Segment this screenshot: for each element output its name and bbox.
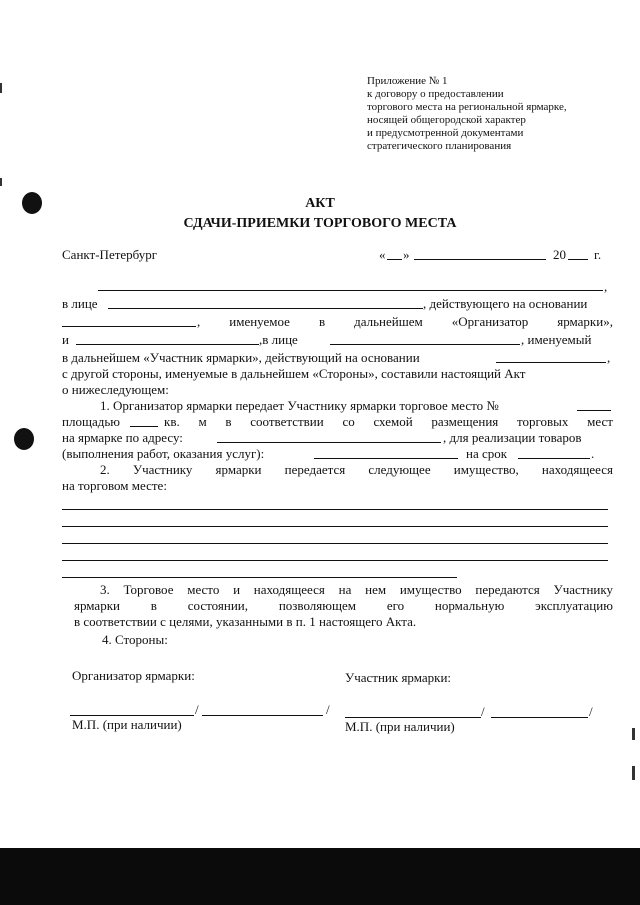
text-word: эксплуатацию [535,598,613,613]
text-word: кв. [164,414,180,429]
organizer-naming-line [197,314,613,329]
basis-1-blank [62,326,196,327]
term-blank [518,458,590,459]
text-word: дальнейшем [354,314,423,329]
clause-1-line-1: 1. Организатор ярмарки передает Участнику ярмарки торговое место № [100,398,499,413]
date-day-open: « [379,247,386,262]
text-word: , [197,314,201,329]
goods-label: , для реализации товаров [443,430,582,445]
organizer-signature-slash: / [195,702,199,717]
party-2-name-blank [76,344,259,345]
organizer-label: Организатор ярмарки: [72,668,195,683]
appendix-line: торгового места на региональной ярмарке, [367,101,567,113]
text-word: позволяющем [278,598,356,613]
participant-signature-slash: / [481,704,485,719]
property-blank-line [62,543,608,544]
area-blank [130,426,158,427]
representative-1-blank [108,308,423,309]
services-label: (выполнения работ, оказания услуг): [62,446,265,461]
date-month-blank [414,259,546,260]
text-word: в [150,598,157,613]
participant-name-slash: / [589,704,593,719]
participant-naming-text: в дальнейшем «Участник ярмарки», действующий на основании [62,350,420,365]
and-label: и [62,332,69,347]
in-person-label-2: ,в лице [259,332,298,347]
organizer-name-slash: / [326,702,330,717]
party-1-name-blank [98,290,603,291]
text-word: состоянии, [187,598,248,613]
clause-2-line-1: 2. Участнику ярмарки передается следующее имущество, находящееся [100,462,613,477]
text-word: м [198,414,207,429]
services-blank [314,458,458,459]
property-blank-line [62,526,608,527]
basis-2-comma: , [607,350,611,365]
scan-edge-mark [0,83,2,93]
text-word: мест [587,414,613,429]
participant-signature-blank [345,717,481,718]
appendix-line: к договору о предоставлении [367,88,504,100]
appendix-note [367,75,567,153]
representative-2-blank [330,344,520,345]
punch-hole-mark-bottom [14,428,34,450]
organizer-signature-blank [70,715,194,716]
date-year-suffix: г. [594,247,602,262]
address-label: на ярмарке по адресу: [62,430,183,445]
date-year-blank [568,259,588,260]
date-day-close: » [403,247,410,262]
text-word: ярмарки [74,598,120,613]
in-person-label: в лице [62,296,98,311]
clause-3-line-3: в соответствии с целями, указанными в п. 1 настоящего Акта. [74,614,417,629]
scan-edge-mark-right [632,766,635,780]
appendix-line: носящей общегородской характер [367,114,526,126]
parties-line: о нижеследующем: [62,382,169,397]
term-label: на срок [466,446,508,461]
clause-4-line-1: 4. Стороны: [102,632,168,647]
scan-border-bottom [0,848,640,905]
text-word: торговых [517,414,569,429]
appendix-line: Приложение № 1 [367,75,448,87]
text-word: ярмарки», [557,314,613,329]
term-period: . [591,446,595,461]
acting-on-basis-label: , действующего на основании [423,296,588,311]
participant-stamp-note: М.П. (при наличии) [345,719,455,734]
title-line-1: АКТ [305,196,335,211]
organizer-name-blank [202,715,323,716]
property-blank-line [62,560,608,561]
text-word: размещения [431,414,499,429]
text-word: со [342,414,355,429]
party-1-name-comma: , [604,279,608,294]
clause-1-line-2 [164,414,613,429]
area-label: площадью [62,414,120,429]
parties-line: с другой стороны, именуемые в дальнейшем «Стороны», составили настоящий Акт [62,366,526,381]
text-word: нормальную [434,598,505,613]
organizer-stamp-note: М.П. (при наличии) [72,717,182,732]
document-title [0,194,640,234]
date-year-prefix: 20 [553,247,566,262]
scan-edge-mark [0,178,2,186]
place-number-blank [577,410,611,411]
clause-3-line-2 [74,598,613,613]
clause-3-line-1: 3. Торговое место и находящееся на нем имущество передаются Участнику [100,582,613,597]
text-word: в [318,314,326,329]
named-label: , именуемый [521,332,592,347]
date-day-blank [387,259,402,260]
participant-name-blank [491,717,588,718]
appendix-line: и предусмотренной документами [367,127,524,139]
text-word: «Организатор [451,314,529,329]
basis-2-blank [496,362,606,363]
text-word: в [225,414,232,429]
property-blank-line [62,509,608,510]
clause-2-line-2: на торговом месте: [62,478,167,493]
address-blank [217,442,441,443]
title-line-2: СДАЧИ-ПРИЕМКИ ТОРГОВОГО МЕСТА [183,216,457,231]
participant-label: Участник ярмарки: [345,670,452,685]
text-word: именуемое [229,314,290,329]
property-blank-line [62,577,457,578]
appendix-line: стратегического планирования [367,140,512,152]
text-word: его [386,598,405,613]
city: Санкт-Петербург [62,247,158,262]
text-word: соответствии [250,414,324,429]
text-word: схемой [373,414,413,429]
scan-edge-mark-right [632,728,635,740]
